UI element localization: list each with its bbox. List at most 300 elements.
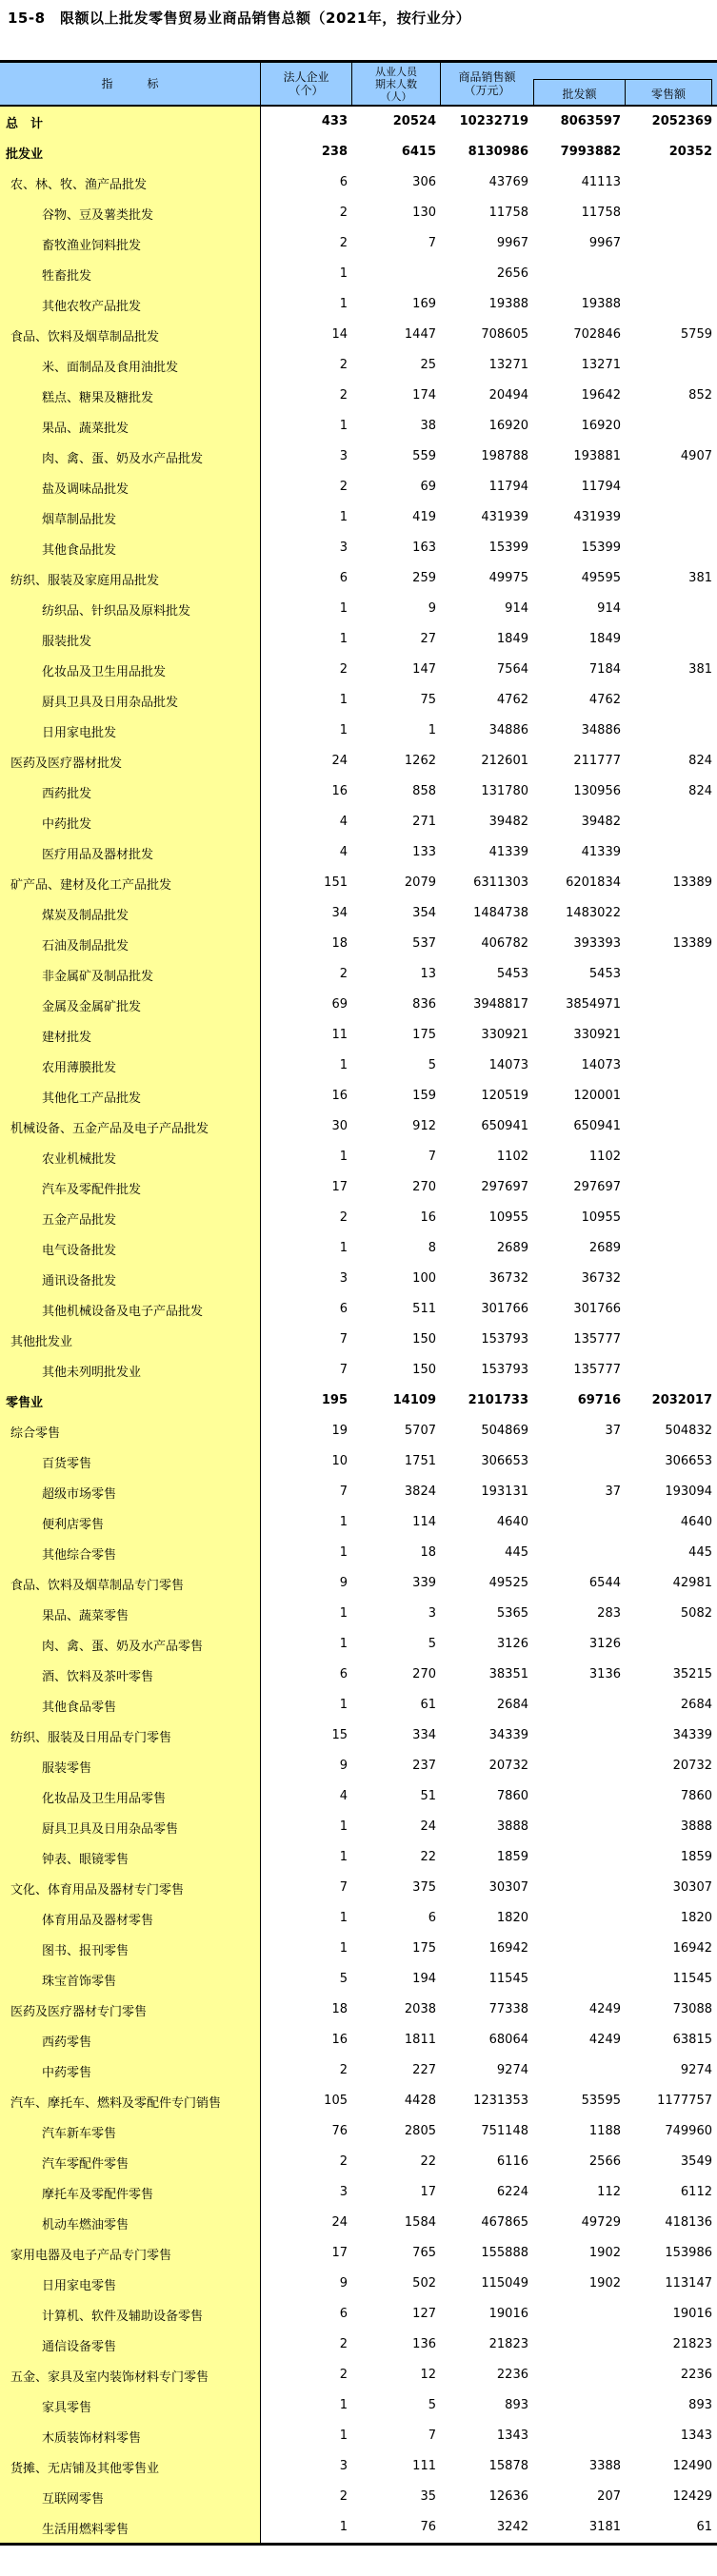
cell-staff: 1751 bbox=[404, 1454, 436, 1468]
cell-sales-total: 10955 bbox=[488, 1210, 528, 1225]
cell-corporations: 5 bbox=[339, 1972, 348, 1986]
col-header-sales-total: 商品销售额 （万元） bbox=[458, 70, 516, 97]
cell-staff: 12 bbox=[420, 2368, 436, 2382]
cell-retail: 3549 bbox=[680, 2154, 712, 2169]
cell-wholesale: 37 bbox=[605, 1424, 621, 1438]
cell-sales-total: 5453 bbox=[496, 967, 528, 981]
cell-retail: 9274 bbox=[680, 2063, 712, 2077]
cell-retail: 4640 bbox=[680, 1515, 712, 1529]
cell-wholesale: 19642 bbox=[581, 388, 621, 403]
cell-wholesale: 39482 bbox=[581, 815, 621, 829]
cell-sales-total: 34339 bbox=[488, 1728, 528, 1742]
row-label: 珠宝首饰零售 bbox=[0, 1964, 261, 1995]
cell-sales-total: 41339 bbox=[488, 845, 528, 859]
cell-wholesale: 14073 bbox=[581, 1058, 621, 1072]
row-label: 零售业 bbox=[0, 1386, 261, 1416]
cell-retail bbox=[626, 1264, 717, 1294]
col-header-indicator-label: 指 标 bbox=[101, 77, 159, 90]
cell-wholesale: 297697 bbox=[573, 1180, 621, 1194]
row-label: 非金属矿及制品批发 bbox=[0, 959, 261, 990]
row-label: 石油及制品批发 bbox=[0, 929, 261, 959]
cell-staff: 194 bbox=[412, 1972, 436, 1986]
cell-corporations: 6 bbox=[339, 1667, 348, 1681]
cell-staff: 163 bbox=[412, 541, 436, 555]
row-label: 其他未列明批发业 bbox=[0, 1355, 261, 1386]
table-row bbox=[0, 1233, 717, 1264]
cell-staff: 2805 bbox=[404, 2124, 436, 2138]
cell-corporations: 1 bbox=[339, 632, 348, 646]
col-header-sub-group bbox=[533, 63, 717, 105]
table-row bbox=[0, 1111, 717, 1142]
row-label: 医药及医疗器材专门零售 bbox=[0, 1995, 261, 2025]
cell-corporations: 14 bbox=[331, 327, 348, 342]
row-label: 糕点、糖果及糖批发 bbox=[0, 381, 261, 411]
cell-sales-total: 36732 bbox=[488, 1271, 528, 1286]
row-label: 化妆品及卫生用品批发 bbox=[0, 655, 261, 685]
cell-wholesale bbox=[533, 259, 626, 289]
cell-wholesale: 4249 bbox=[588, 2033, 621, 2047]
cell-retail bbox=[626, 1081, 717, 1111]
cell-staff: 13 bbox=[420, 967, 436, 981]
cell-sales-total: 2236 bbox=[496, 2368, 528, 2382]
table-row bbox=[0, 2421, 717, 2451]
cell-wholesale: 11758 bbox=[581, 206, 621, 220]
cell-sales-total: 1859 bbox=[496, 1850, 528, 1864]
table-row bbox=[0, 1051, 717, 1081]
cell-retail: 749960 bbox=[665, 2124, 712, 2138]
cell-staff: 836 bbox=[412, 997, 436, 1012]
cell-retail bbox=[626, 1294, 717, 1325]
cell-wholesale: 211777 bbox=[573, 754, 621, 768]
table-row bbox=[0, 1934, 717, 1964]
cell-sales-total: 1343 bbox=[496, 2429, 528, 2443]
row-label: 厨具卫具及日用杂品批发 bbox=[0, 685, 261, 716]
table-row bbox=[0, 1172, 717, 1203]
cell-retail bbox=[626, 472, 717, 502]
table-row bbox=[0, 502, 717, 533]
cell-sales-total: 8130986 bbox=[468, 145, 528, 159]
row-label: 通信设备零售 bbox=[0, 2330, 261, 2360]
cell-corporations: 9 bbox=[339, 1576, 348, 1590]
cell-sales-total: 14073 bbox=[488, 1058, 528, 1072]
cell-sales-total: 34886 bbox=[488, 723, 528, 737]
cell-staff: 5 bbox=[428, 2398, 436, 2412]
cell-staff: 1584 bbox=[404, 2215, 436, 2230]
cell-retail: 11545 bbox=[672, 1972, 712, 1986]
row-label: 建材批发 bbox=[0, 1020, 261, 1051]
cell-corporations: 1 bbox=[339, 1058, 348, 1072]
table-row bbox=[0, 259, 717, 289]
cell-wholesale: 4762 bbox=[588, 693, 621, 707]
cell-retail: 20732 bbox=[672, 1759, 712, 1773]
cell-staff: 136 bbox=[412, 2337, 436, 2351]
cell-retail: 2052369 bbox=[651, 114, 712, 128]
cell-wholesale: 6201834 bbox=[566, 875, 621, 890]
row-label: 农业机械批发 bbox=[0, 1142, 261, 1172]
cell-corporations: 1 bbox=[339, 2398, 348, 2412]
cell-retail bbox=[626, 624, 717, 655]
row-label: 机动车燃油零售 bbox=[0, 2208, 261, 2238]
cell-corporations: 1 bbox=[339, 419, 348, 433]
cell-retail bbox=[626, 1172, 717, 1203]
cell-staff: 147 bbox=[412, 662, 436, 677]
col-header-retail: 零售额 bbox=[650, 87, 686, 101]
cell-sales-total: 3126 bbox=[496, 1637, 528, 1651]
cell-staff: 175 bbox=[412, 1028, 436, 1042]
cell-corporations: 2 bbox=[339, 206, 348, 220]
row-label: 食品、饮料及烟草制品专门零售 bbox=[0, 1568, 261, 1599]
cell-sales-total: 153793 bbox=[481, 1363, 528, 1377]
page-title: 15-8 限额以上批发零售贸易业商品销售总额（2021年，按行业分） bbox=[8, 10, 471, 27]
table-row bbox=[0, 1964, 717, 1995]
table-row bbox=[0, 1294, 717, 1325]
cell-wholesale: 702846 bbox=[573, 327, 621, 342]
cell-staff: 912 bbox=[412, 1119, 436, 1133]
cell-retail bbox=[626, 990, 717, 1020]
cell-staff: 150 bbox=[412, 1332, 436, 1347]
cell-staff: 174 bbox=[412, 388, 436, 403]
table-row bbox=[0, 1477, 717, 1507]
table-row bbox=[0, 1751, 717, 1781]
cell-staff: 5707 bbox=[404, 1424, 436, 1438]
cell-corporations: 69 bbox=[331, 997, 348, 1012]
cell-wholesale: 207 bbox=[597, 2489, 621, 2504]
cell-retail: 73088 bbox=[672, 2002, 712, 2016]
cell-sales-total: 11758 bbox=[488, 206, 528, 220]
cell-retail: 193094 bbox=[665, 1485, 712, 1499]
row-label: 农用薄膜批发 bbox=[0, 1051, 261, 1081]
cell-staff: 227 bbox=[412, 2063, 436, 2077]
cell-wholesale: 3388 bbox=[588, 2459, 621, 2473]
row-label: 果品、蔬菜批发 bbox=[0, 411, 261, 442]
cell-staff: 259 bbox=[412, 571, 436, 585]
row-label: 盐及调味品批发 bbox=[0, 472, 261, 502]
cell-sales-total: 1849 bbox=[496, 632, 528, 646]
table-row bbox=[0, 1264, 717, 1294]
table-row bbox=[0, 320, 717, 350]
table-row bbox=[0, 2208, 717, 2238]
cell-wholesale: 13271 bbox=[581, 358, 621, 372]
cell-retail: 21823 bbox=[672, 2337, 712, 2351]
cell-corporations: 3 bbox=[339, 541, 348, 555]
cell-corporations: 151 bbox=[324, 875, 348, 890]
cell-sales-total: 68064 bbox=[488, 2033, 528, 2047]
table-row bbox=[0, 655, 717, 685]
cell-corporations: 11 bbox=[331, 1028, 348, 1042]
cell-corporations: 2 bbox=[339, 2063, 348, 2077]
cell-staff: 159 bbox=[412, 1089, 436, 1103]
table-row bbox=[0, 563, 717, 594]
cell-wholesale bbox=[533, 1446, 626, 1477]
cell-staff: 6 bbox=[428, 1911, 436, 1925]
cell-sales-total: 6311303 bbox=[473, 875, 528, 890]
row-label: 生活用燃料零售 bbox=[0, 2512, 261, 2543]
cell-sales-total: 198788 bbox=[481, 449, 528, 463]
cell-retail bbox=[626, 198, 717, 228]
cell-corporations: 2 bbox=[339, 967, 348, 981]
cell-corporations: 6 bbox=[339, 175, 348, 189]
cell-retail: 19016 bbox=[672, 2307, 712, 2321]
table-row bbox=[0, 1690, 717, 1721]
cell-staff: 18 bbox=[420, 1545, 436, 1560]
cell-staff: 1 bbox=[428, 723, 436, 737]
row-label: 机械设备、五金产品及电子产品批发 bbox=[0, 1111, 261, 1142]
cell-retail: 1343 bbox=[680, 2429, 712, 2443]
cell-retail: 2032017 bbox=[651, 1393, 712, 1407]
cell-retail: 34339 bbox=[672, 1728, 712, 1742]
table-row bbox=[0, 868, 717, 898]
col-header-wholesale: 批发额 bbox=[534, 80, 626, 107]
cell-corporations: 34 bbox=[331, 906, 348, 920]
cell-sales-total: 893 bbox=[505, 2398, 528, 2412]
table-row bbox=[0, 1538, 717, 1568]
cell-sales-total: 751148 bbox=[481, 2124, 528, 2138]
cell-corporations: 2 bbox=[339, 358, 348, 372]
cell-corporations: 1 bbox=[339, 2429, 348, 2443]
row-label: 互联网零售 bbox=[0, 2482, 261, 2512]
table-row bbox=[0, 1325, 717, 1355]
cell-retail bbox=[626, 1142, 717, 1172]
cell-sales-total: 3242 bbox=[496, 2520, 528, 2534]
cell-retail: 113147 bbox=[665, 2276, 712, 2291]
cell-sales-total: 650941 bbox=[481, 1119, 528, 1133]
table-row bbox=[0, 1020, 717, 1051]
cell-corporations: 1 bbox=[339, 1150, 348, 1164]
row-label: 西药批发 bbox=[0, 777, 261, 807]
cell-corporations: 2 bbox=[339, 480, 348, 494]
table-row bbox=[0, 594, 717, 624]
cell-sales-total: 2689 bbox=[496, 1241, 528, 1255]
cell-wholesale bbox=[533, 1964, 626, 1995]
row-label: 总 计 bbox=[0, 107, 261, 137]
cell-staff: 2038 bbox=[404, 2002, 436, 2016]
table-row bbox=[0, 1721, 717, 1751]
row-label: 其他食品零售 bbox=[0, 1690, 261, 1721]
cell-sales-total: 4762 bbox=[496, 693, 528, 707]
row-label: 煤炭及制品批发 bbox=[0, 898, 261, 929]
cell-corporations: 30 bbox=[331, 1119, 348, 1133]
cell-sales-total: 20494 bbox=[488, 388, 528, 403]
cell-staff: 271 bbox=[412, 815, 436, 829]
cell-sales-total: 2656 bbox=[496, 266, 528, 281]
cell-sales-total: 330921 bbox=[481, 1028, 528, 1042]
cell-wholesale bbox=[533, 1538, 626, 1568]
row-label: 体育用品及器材零售 bbox=[0, 1903, 261, 1934]
cell-wholesale: 37 bbox=[605, 1485, 621, 1499]
table-row bbox=[0, 1386, 717, 1416]
cell-corporations: 18 bbox=[331, 2002, 348, 2016]
cell-wholesale bbox=[533, 2299, 626, 2330]
row-label: 谷物、豆及薯类批发 bbox=[0, 198, 261, 228]
table-row bbox=[0, 1081, 717, 1111]
cell-retail: 13389 bbox=[672, 875, 712, 890]
cell-retail bbox=[626, 1325, 717, 1355]
row-label: 服装批发 bbox=[0, 624, 261, 655]
cell-staff: 375 bbox=[412, 1880, 436, 1895]
cell-staff: 237 bbox=[412, 1759, 436, 1773]
cell-retail bbox=[626, 1203, 717, 1233]
cell-sales-total: 2101733 bbox=[468, 1393, 528, 1407]
cell-wholesale bbox=[533, 2421, 626, 2451]
row-label: 超级市场零售 bbox=[0, 1477, 261, 1507]
cell-wholesale bbox=[533, 1690, 626, 1721]
cell-retail bbox=[626, 594, 717, 624]
row-label: 牲畜批发 bbox=[0, 259, 261, 289]
cell-corporations: 9 bbox=[339, 2276, 348, 2291]
cell-corporations: 1 bbox=[339, 297, 348, 311]
cell-sales-total: 19388 bbox=[488, 297, 528, 311]
cell-retail bbox=[626, 898, 717, 929]
cell-wholesale: 130956 bbox=[573, 784, 621, 798]
cell-corporations: 1 bbox=[339, 1545, 348, 1560]
cell-staff: 270 bbox=[412, 1667, 436, 1681]
table-row bbox=[0, 107, 717, 137]
row-label: 食品、饮料及烟草制品批发 bbox=[0, 320, 261, 350]
cell-wholesale: 135777 bbox=[573, 1363, 621, 1377]
cell-staff: 502 bbox=[412, 2276, 436, 2291]
col-header-staff: 从业人员 期末人数 （人） bbox=[352, 63, 441, 105]
cell-retail bbox=[626, 167, 717, 198]
cell-wholesale: 11794 bbox=[581, 480, 621, 494]
row-label: 钟表、眼镜零售 bbox=[0, 1842, 261, 1873]
cell-sales-total: 16942 bbox=[488, 1941, 528, 1956]
row-label: 金属及金属矿批发 bbox=[0, 990, 261, 1020]
table-row bbox=[0, 533, 717, 563]
row-label: 便利店零售 bbox=[0, 1507, 261, 1538]
cell-sales-total: 297697 bbox=[481, 1180, 528, 1194]
row-label: 中药零售 bbox=[0, 2055, 261, 2086]
cell-retail bbox=[626, 502, 717, 533]
cell-staff: 76 bbox=[420, 2520, 436, 2534]
cell-wholesale: 3854971 bbox=[566, 997, 621, 1012]
cell-wholesale: 5453 bbox=[588, 967, 621, 981]
cell-corporations: 2 bbox=[339, 236, 348, 250]
cell-corporations: 7 bbox=[339, 1363, 348, 1377]
cell-wholesale: 112 bbox=[597, 2185, 621, 2199]
cell-corporations: 10 bbox=[331, 1454, 348, 1468]
cell-sales-total: 7564 bbox=[496, 662, 528, 677]
cell-sales-total: 120519 bbox=[481, 1089, 528, 1103]
cell-corporations: 17 bbox=[331, 1180, 348, 1194]
cell-wholesale: 3181 bbox=[588, 2520, 621, 2534]
row-label: 中药批发 bbox=[0, 807, 261, 837]
cell-sales-total: 504869 bbox=[481, 1424, 528, 1438]
cell-retail: 852 bbox=[688, 388, 712, 403]
cell-staff: 5 bbox=[428, 1637, 436, 1651]
table-row bbox=[0, 1995, 717, 2025]
cell-retail bbox=[626, 807, 717, 837]
table-row bbox=[0, 2238, 717, 2269]
row-label: 日用家电零售 bbox=[0, 2269, 261, 2299]
cell-wholesale: 330921 bbox=[573, 1028, 621, 1042]
cell-wholesale: 135777 bbox=[573, 1332, 621, 1347]
cell-sales-total: 21823 bbox=[488, 2337, 528, 2351]
table-row bbox=[0, 2025, 717, 2055]
cell-wholesale: 1902 bbox=[588, 2246, 621, 2260]
cell-wholesale: 2566 bbox=[588, 2154, 621, 2169]
row-label: 服装零售 bbox=[0, 1751, 261, 1781]
row-label: 化妆品及卫生用品零售 bbox=[0, 1781, 261, 1812]
table-row bbox=[0, 1142, 717, 1172]
cell-wholesale: 1102 bbox=[588, 1150, 621, 1164]
cell-sales-total: 12636 bbox=[488, 2489, 528, 2504]
cell-staff: 9 bbox=[428, 601, 436, 616]
cell-corporations: 24 bbox=[331, 2215, 348, 2230]
cell-retail: 35215 bbox=[672, 1667, 712, 1681]
cell-retail: 153986 bbox=[665, 2246, 712, 2260]
cell-corporations: 2 bbox=[339, 2337, 348, 2351]
cell-corporations: 18 bbox=[331, 936, 348, 951]
cell-staff: 169 bbox=[412, 297, 436, 311]
cell-corporations: 19 bbox=[331, 1424, 348, 1438]
cell-retail: 6112 bbox=[680, 2185, 712, 2199]
cell-sales-total: 9967 bbox=[496, 236, 528, 250]
table-row bbox=[0, 1507, 717, 1538]
cell-corporations: 1 bbox=[339, 1606, 348, 1621]
row-label: 果品、蔬菜零售 bbox=[0, 1599, 261, 1629]
row-label: 货摊、无店铺及其他零售业 bbox=[0, 2451, 261, 2482]
cell-wholesale: 41339 bbox=[581, 845, 621, 859]
table-row bbox=[0, 472, 717, 502]
col-header-indicator bbox=[0, 63, 261, 105]
data-table bbox=[0, 60, 717, 2546]
cell-sales-total: 3948817 bbox=[473, 997, 528, 1012]
row-label: 批发业 bbox=[0, 137, 261, 167]
row-label: 医疗用品及器材批发 bbox=[0, 837, 261, 868]
table-row bbox=[0, 2177, 717, 2208]
cell-retail: 824 bbox=[688, 784, 712, 798]
row-label: 其他综合零售 bbox=[0, 1538, 261, 1568]
cell-corporations: 2 bbox=[339, 662, 348, 677]
cell-staff: 1262 bbox=[404, 754, 436, 768]
cell-staff: 150 bbox=[412, 1363, 436, 1377]
cell-retail: 16942 bbox=[672, 1941, 712, 1956]
table-row bbox=[0, 2330, 717, 2360]
cell-corporations: 1 bbox=[339, 1241, 348, 1255]
table-row bbox=[0, 1842, 717, 1873]
cell-sales-total: 43769 bbox=[488, 175, 528, 189]
cell-wholesale: 69716 bbox=[577, 1393, 621, 1407]
cell-sales-total: 306653 bbox=[481, 1454, 528, 1468]
cell-wholesale: 193881 bbox=[573, 449, 621, 463]
cell-wholesale: 7993882 bbox=[560, 145, 621, 159]
row-label: 米、面制品及食用油批发 bbox=[0, 350, 261, 381]
cell-wholesale: 53595 bbox=[581, 2094, 621, 2108]
cell-retail bbox=[626, 289, 717, 320]
cell-corporations: 2 bbox=[339, 2154, 348, 2169]
cell-sales-total: 20732 bbox=[488, 1759, 528, 1773]
cell-sales-total: 1231353 bbox=[473, 2094, 528, 2108]
cell-corporations: 2 bbox=[339, 388, 348, 403]
cell-corporations: 238 bbox=[321, 145, 348, 159]
cell-staff: 1447 bbox=[404, 327, 436, 342]
cell-retail bbox=[626, 228, 717, 259]
cell-retail bbox=[626, 259, 717, 289]
row-label: 五金产品批发 bbox=[0, 1203, 261, 1233]
table-row bbox=[0, 1903, 717, 1934]
cell-wholesale: 16920 bbox=[581, 419, 621, 433]
cell-retail: 3888 bbox=[680, 1819, 712, 1834]
row-label: 百货零售 bbox=[0, 1446, 261, 1477]
table-row bbox=[0, 990, 717, 1020]
row-label: 其他食品批发 bbox=[0, 533, 261, 563]
row-label: 其他化工产品批发 bbox=[0, 1081, 261, 1111]
cell-corporations: 1 bbox=[339, 723, 348, 737]
cell-sales-total: 49525 bbox=[488, 1576, 528, 1590]
cell-wholesale bbox=[533, 1873, 626, 1903]
cell-staff: 27 bbox=[420, 632, 436, 646]
cell-corporations: 6 bbox=[339, 2307, 348, 2321]
